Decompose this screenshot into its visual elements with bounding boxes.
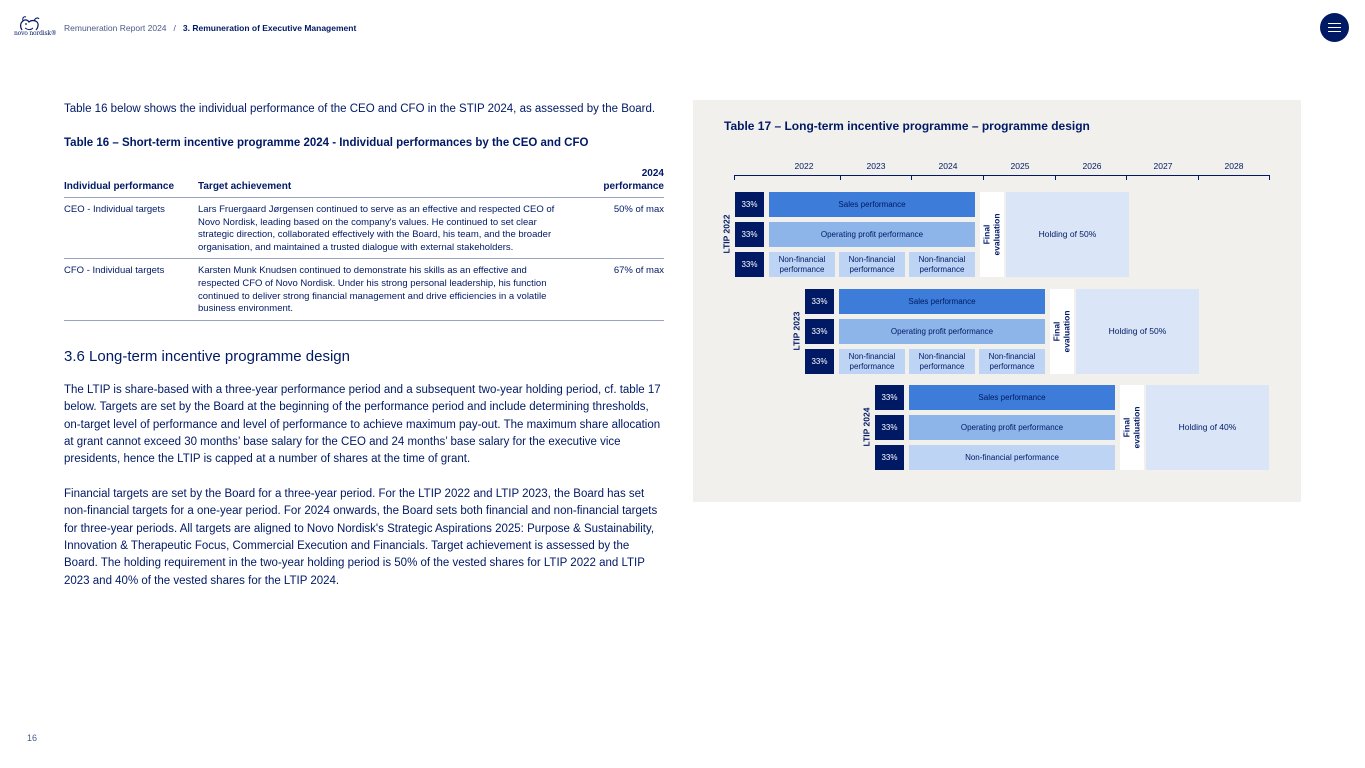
- breadcrumb-separator: /: [173, 23, 176, 33]
- ltip-2023-non-financial: Non-financial performance: [909, 349, 975, 374]
- year-label: 2027: [1153, 161, 1173, 171]
- year-label: 2028: [1224, 161, 1244, 171]
- timeline-tick: [734, 175, 735, 180]
- ltip-2022-pct-op: 33%: [735, 222, 764, 247]
- year-label: 2024: [938, 161, 958, 171]
- body-paragraph-1: The LTIP is share-based with a three-year performance period and a subsequent two-year holding period, cf. table 17 below. Targets are set by the Board at the beginning of the performance period and include determining thresholds, on-target level of performance and level of performance to achieve maximum pay-out. The maximum share allocation at grant cannot exceed 30 months’ base salary for the CEO and 24 months’ base salary for the executive vice presidents, hence the LTIP is capped at a number of shares at the time of grant.: [64, 383, 661, 466]
- timeline-tick: [1055, 175, 1056, 180]
- left-column: [64, 100, 664, 590]
- ltip-2024-label: LTIP 2024: [861, 407, 871, 447]
- hamburger-menu-icon-line: [1328, 31, 1341, 32]
- ltip-2023-label: LTIP 2023: [791, 311, 801, 351]
- row-text: Lars Fruergaard Jørgensen continued to serve as an effective and respected CEO of Novo Nordisk, leading based on the company's values. He continued to set clear strategic direction, collaborated effectively with the Board, his team, and the broader organisation, and maintained a trusted dialogue with external stakeholders.: [198, 198, 584, 259]
- row-text: Karsten Munk Knudsen continued to demonstrate his skills as an effective and respected CFO of Novo Nordisk. Under his strong personal leadership, his function continued to deliver strong financial management and drive efficiencies in a volatile business environment.: [198, 259, 584, 320]
- table-row: [64, 259, 664, 320]
- page-number: 16: [27, 733, 38, 743]
- column-header-individual-performance: Individual performance: [64, 167, 198, 198]
- ltip-2024-pct-sales: 33%: [875, 385, 904, 410]
- timeline-axis: [734, 175, 1270, 176]
- ltip-2022-pct-sales: 33%: [735, 192, 764, 217]
- ltip-2022-sales-performance: Sales performance: [769, 192, 975, 217]
- ltip-2024-final-evaluation: Final evaluation: [1120, 385, 1144, 470]
- hamburger-menu-icon: [1328, 23, 1341, 24]
- ltip-2022-non-financial: Non-financial performance: [839, 252, 905, 277]
- table-17-title: Table 17 – Long-term incentive programme – programme design: [724, 119, 1090, 133]
- year-label: 2026: [1082, 161, 1102, 171]
- table-17-panel: [693, 100, 1301, 502]
- year-label: 2023: [866, 161, 886, 171]
- ltip-2022-holding: Holding of 50%: [1006, 192, 1129, 277]
- ltip-2024-operating-profit: Operating profit performance: [909, 415, 1115, 440]
- ltip-2022-operating-profit: Operating profit performance: [769, 222, 975, 247]
- row-label: CFO - Individual targets: [64, 259, 198, 320]
- row-value: 67% of max: [584, 259, 664, 320]
- ltip-2023-final-evaluation: Final evaluation: [1050, 289, 1074, 374]
- ltip-2022-non-financial: Non-financial performance: [769, 252, 835, 277]
- ltip-2024-pct-op: 33%: [875, 415, 904, 440]
- ltip-2023-holding: Holding of 50%: [1076, 289, 1199, 374]
- breadcrumb-current[interactable]: 3. Remuneration of Executive Management: [182, 23, 357, 33]
- section-heading: 3.6 Long-term incentive programme design: [64, 347, 350, 365]
- hamburger-menu-icon-line: [1328, 27, 1341, 28]
- ltip-2023-pct-op: 33%: [805, 319, 834, 344]
- ltip-2024-holding: Holding of 40%: [1146, 385, 1269, 470]
- hamburger-menu-button[interactable]: [1320, 13, 1349, 42]
- year-label: 2025: [1010, 161, 1030, 171]
- timeline-tick: [1126, 175, 1127, 180]
- ltip-2022-non-financial: Non-financial performance: [909, 252, 975, 277]
- ltip-2023-pct-nf: 33%: [805, 349, 834, 374]
- ltip-2023-pct-sales: 33%: [805, 289, 834, 314]
- timeline-tick: [1198, 175, 1199, 180]
- ltip-2023-non-financial: Non-financial performance: [979, 349, 1045, 374]
- ltip-2024-sales-performance: Sales performance: [909, 385, 1115, 410]
- column-header-2024-performance: 2024 performance: [584, 167, 664, 198]
- table-header-row: [64, 167, 664, 198]
- ltip-2022-label: LTIP 2022: [721, 214, 731, 254]
- ltip-2023-non-financial: Non-financial performance: [839, 349, 905, 374]
- logo-wordmark: novo nordisk®: [14, 30, 57, 37]
- body-paragraph-2: Financial targets are set by the Board for a three-year period. For the LTIP 2022 and LTIP 2023, the Board has set non-financial targets for a one-year period. For 2024 onwards, the Board sets both financial and non-financial targets for three-year periods. All targets are aligned to Novo Nordisk's Strategic Aspirations 2025: Purpose & Sustainability, Innovation & Therapeutic Focus, Commercial Execution and Financials. Target achievement is assessed by the Board. The holding requirement in the two-year holding period is 50% of the vested shares for LTIP 2022 and LTIP 2023 and 40% of the vested shares for the LTIP 2024.: [64, 487, 658, 587]
- ltip-2023-operating-profit: Operating profit performance: [839, 319, 1045, 344]
- table-16: [64, 167, 664, 321]
- breadcrumb: [64, 23, 356, 33]
- table-row: [64, 198, 664, 259]
- ltip-2024-pct-nf: 33%: [875, 445, 904, 470]
- row-label: CEO - Individual targets: [64, 198, 198, 259]
- ltip-2024-non-financial: Non-financial performance: [909, 445, 1115, 470]
- timeline-tick: [840, 175, 841, 180]
- table-16-title: Table 16 – Short-term incentive programme 2024 - Individual performances by the CEO and CFO: [64, 137, 589, 149]
- column-header-target-achievement: Target achievement: [198, 167, 584, 198]
- ltip-2022-final-evaluation: Final evaluation: [980, 192, 1004, 277]
- timeline-tick: [911, 175, 912, 180]
- breadcrumb-root[interactable]: Remuneration Report 2024: [64, 23, 167, 33]
- timeline-tick: [1269, 175, 1270, 180]
- ltip-2023-sales-performance: Sales performance: [839, 289, 1045, 314]
- year-label: 2022: [794, 161, 814, 171]
- row-value: 50% of max: [584, 198, 664, 259]
- intro-paragraph: Table 16 below shows the individual performance of the CEO and CFO in the STIP 2024, as assessed by the Board.: [64, 103, 656, 115]
- timeline-tick: [983, 175, 984, 180]
- ltip-2022-pct-nf: 33%: [735, 252, 764, 277]
